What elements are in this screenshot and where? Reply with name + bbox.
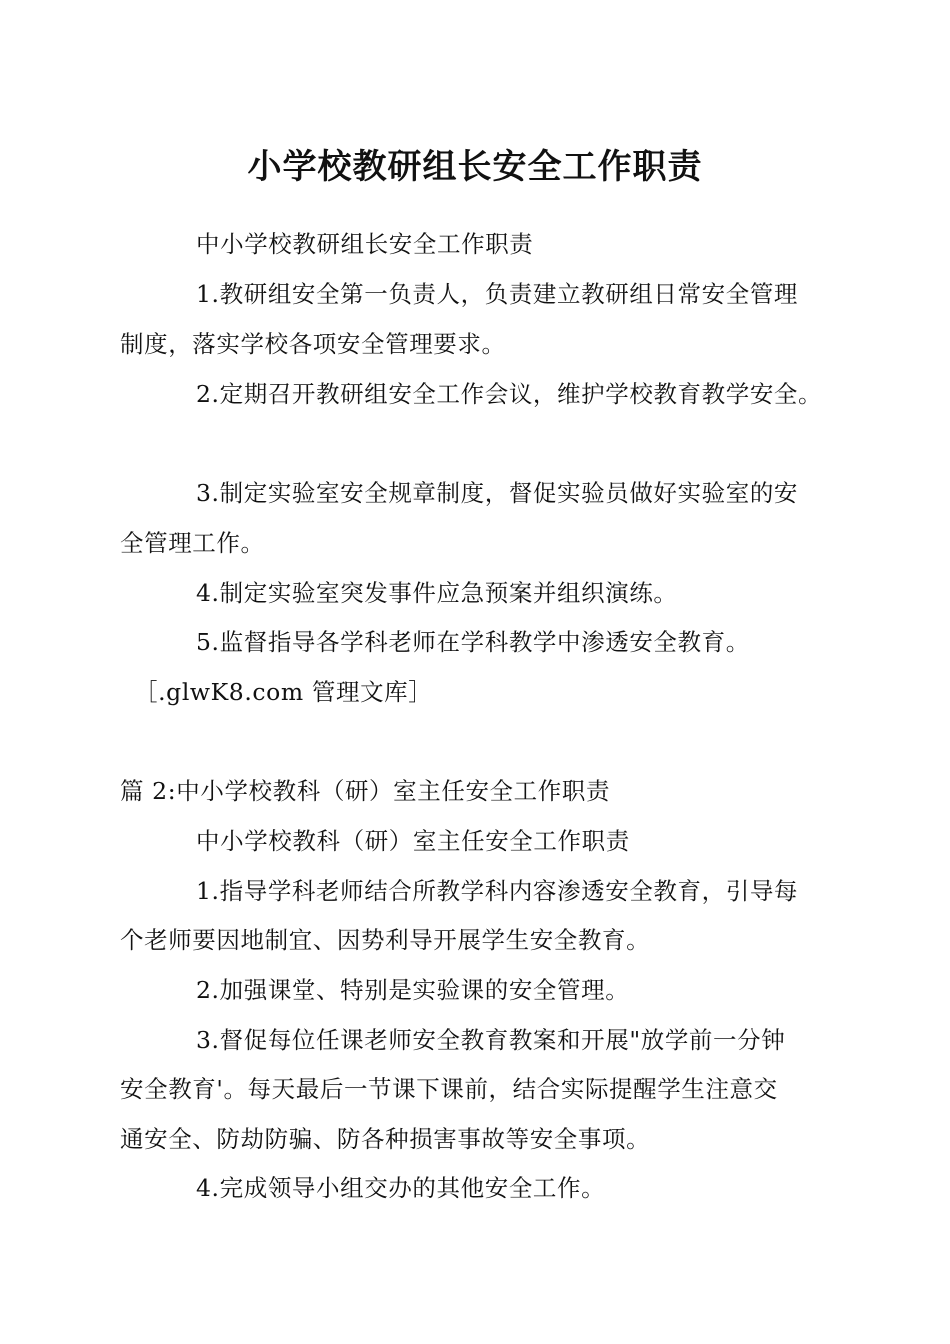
source-note: ［.glwK8.com 管理文库］ [134,678,433,706]
document-title: 小学校教研组长安全工作职责 [247,147,703,187]
section1-item4: 4.制定实验室突发事件应急预案并组织演练。 [196,579,678,607]
section1-item2: 2.定期召开教研组安全工作会议，维护学校教育教学安全。 [196,380,823,408]
section1-heading: 中小学校教研组长安全工作职责 [196,230,534,258]
section1-item3-line1: 3.制定实验室安全规章制度，督促实验员做好实验室的安 [196,479,799,507]
section2-item3-line3: 通安全、防劫防骗、防各种损害事故等安全事项。 [120,1125,651,1153]
section2-item4: 4.完成领导小组交办的其他安全工作。 [196,1174,606,1202]
section2-heading: 中小学校教科（研）室主任安全工作职责 [196,827,630,855]
section1-item1-line1: 1.教研组安全第一负责人，负责建立教研组日常安全管理 [196,280,799,308]
section1-item1-line2: 制度，落实学校各项安全管理要求。 [120,330,506,358]
section2-item2: 2.加强课堂、特别是实验课的安全管理。 [196,976,630,1004]
section2-label: 篇 2:中小学校教科（研）室主任安全工作职责 [120,777,611,805]
section2-item3-line1: 3.督促每位任课老师安全教育教案和开展"放学前一分钟 [196,1026,786,1054]
section2-item3-line2: 安全教育'。每天最后一节课下课前，结合实际提醒学生注意交 [120,1075,778,1103]
section1-item5: 5.监督指导各学科老师在学科教学中渗透安全教育。 [196,628,750,656]
section1-item3-line2: 全管理工作。 [120,529,265,557]
section2-item1-line1: 1.指导学科老师结合所教学科内容渗透安全教育，引导每 [196,877,799,905]
section2-item1-line2: 个老师要因地制宜、因势利导开展学生安全教育。 [120,926,651,954]
